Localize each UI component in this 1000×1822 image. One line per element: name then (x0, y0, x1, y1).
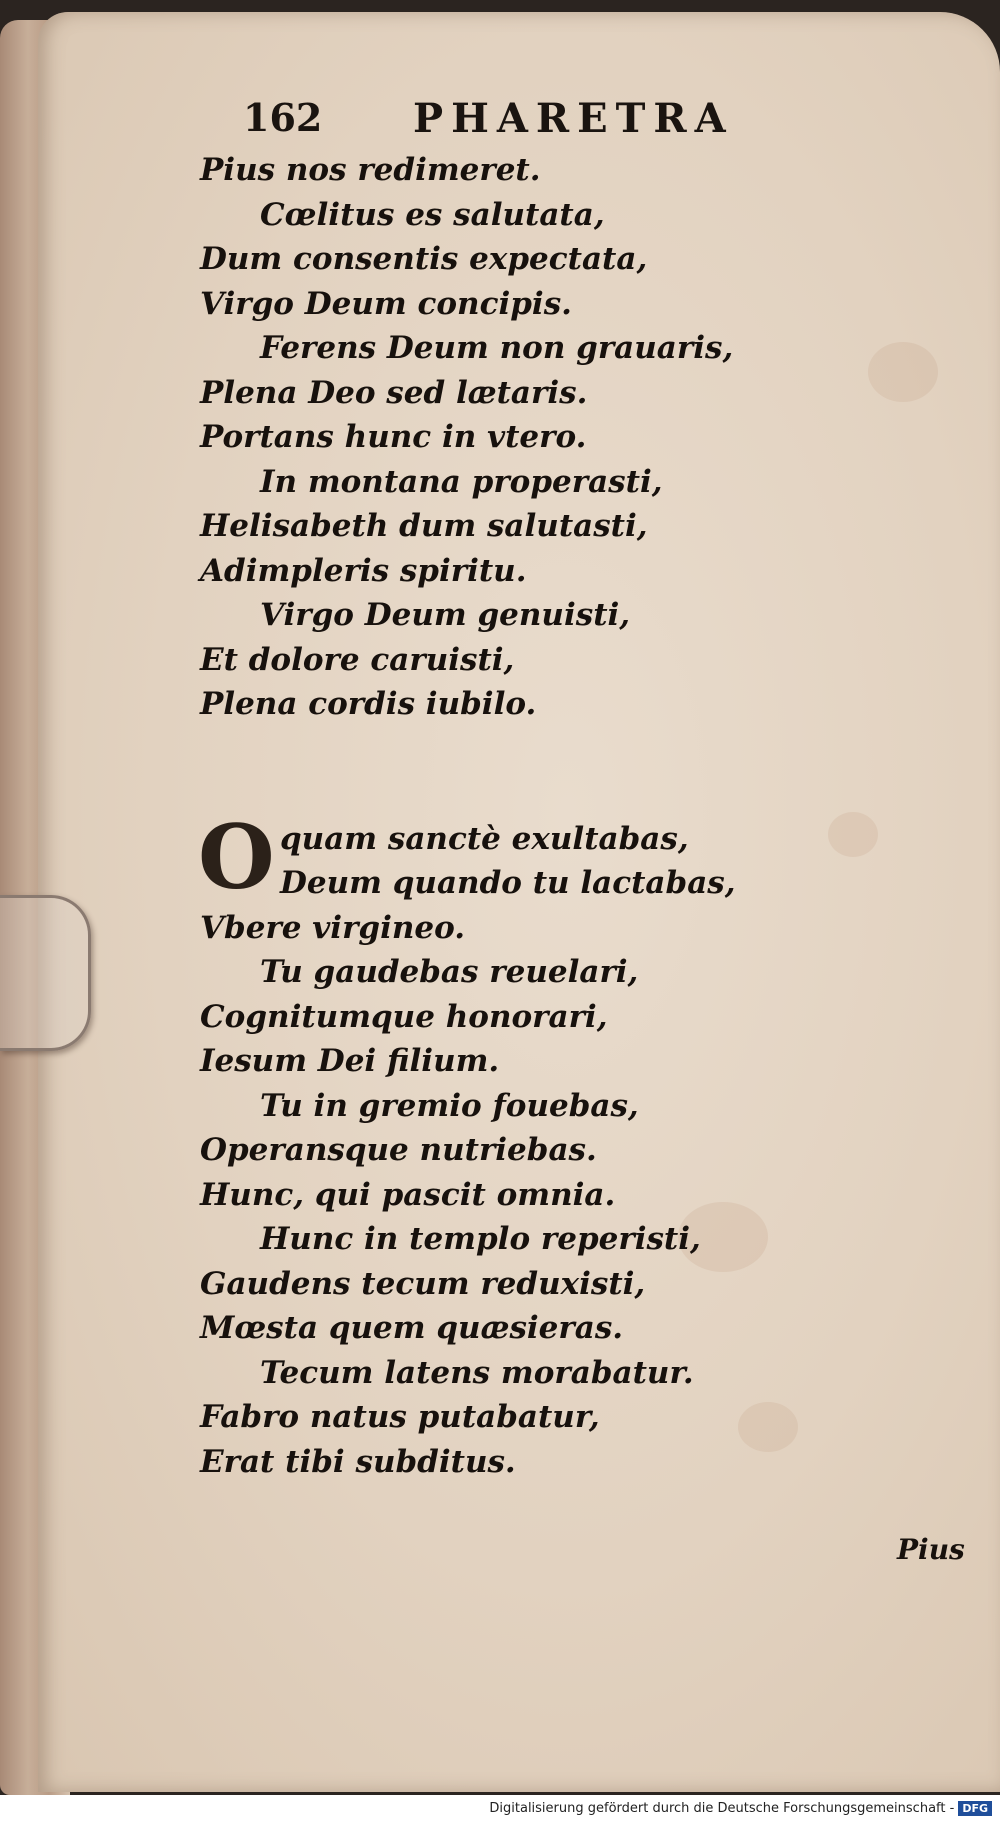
credit-text: Digitalisierung gefördert durch die Deutsche Forschungsgemeinschaft - (489, 1800, 955, 1816)
verse-line: Ferens Deum non grauaris, (260, 330, 734, 366)
page-clip (0, 895, 91, 1051)
digitization-credit (489, 1798, 992, 1818)
verse-line: Plena Deo sed lætaris. (200, 374, 588, 411)
catchword: Pius (897, 1533, 965, 1566)
verse-line: Plena cordis iubilo. (200, 686, 537, 722)
verse-line: Tecum latens morabatur. (260, 1354, 694, 1391)
verse-line: Adimpleris spiritu. (200, 552, 527, 589)
verse-line: Cognitumque honorari, (200, 998, 608, 1035)
verse-line: Erat tibi subditus. (200, 1443, 516, 1480)
running-title: PHARETRA (413, 95, 734, 142)
verse-line: Hunc in templo reperisti, (260, 1221, 701, 1257)
verse-line: Mœsta quem quæsieras. (200, 1310, 624, 1346)
verse-line: Vbere virgineo. (200, 909, 466, 946)
verse-line: Fabro natus putabatur, (200, 1399, 600, 1435)
verse-line: Virgo Deum concipis. (200, 285, 572, 322)
verse-line: Tu in gremio fouebas, (260, 1087, 639, 1124)
dfg-logo: DFG (958, 1801, 992, 1816)
verse-line: Cœlitus es salutata, (260, 196, 605, 233)
verse-line: Gaudens tecum reduxisti, (200, 1265, 646, 1302)
verse-line-text: quam sanctè exultabas, (280, 820, 689, 857)
verse-line: Portans hunc in vtero. (200, 419, 587, 455)
verse-line: Deum quando tu lactabas, (280, 865, 736, 901)
verse-line: In montana properasti, (260, 463, 663, 500)
verse-line: Et dolore caruisti, (200, 641, 515, 678)
verse-line: Dum consentis expectata, (200, 241, 648, 277)
verse-line: Hunc, qui pascit omnia. (200, 1176, 616, 1213)
page-header (243, 95, 773, 155)
verse-line: Iesum Dei filium. (200, 1043, 500, 1079)
page-number: 162 (243, 95, 323, 140)
verse-line: Helisabeth dum salutasti, (200, 508, 648, 544)
verse-line: Pius nos redimeret. (200, 152, 541, 188)
verse-line: Virgo Deum genuisti, (260, 597, 631, 633)
decorated-initial: O (198, 804, 275, 909)
verse-line: Tu gaudebas reuelari, (260, 954, 639, 990)
stanza-gap (200, 727, 920, 817)
verse-text (200, 148, 920, 1484)
verse-line: Operansque nutriebas. (200, 1132, 597, 1168)
